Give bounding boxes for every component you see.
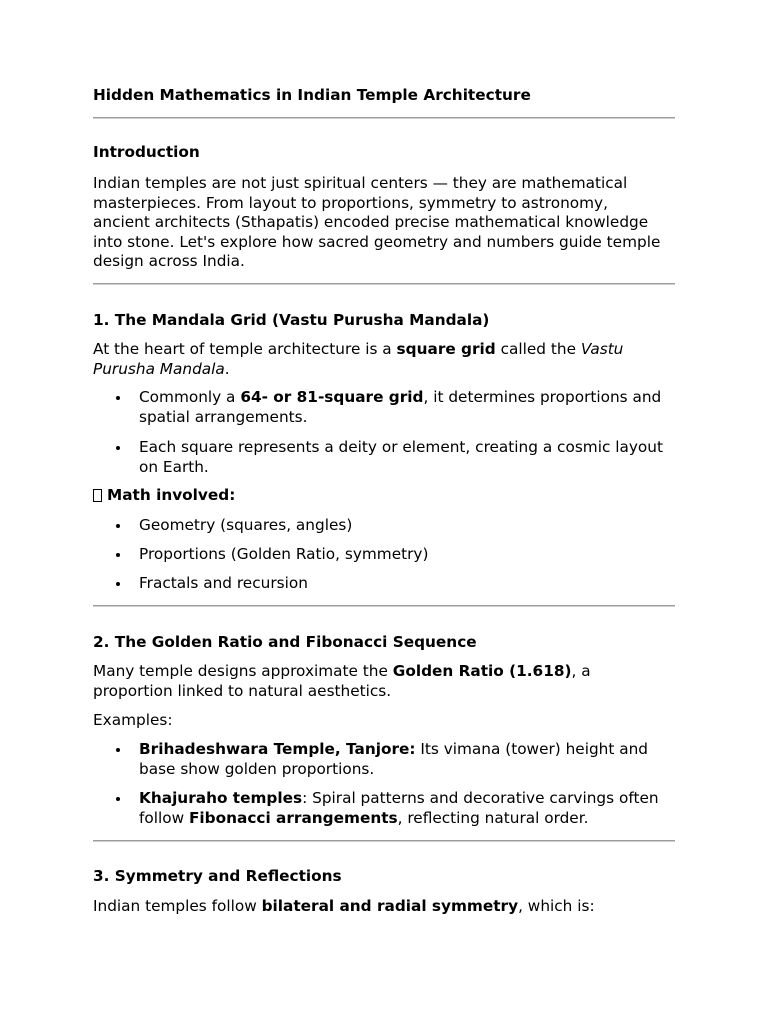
list-item-line (139, 740, 648, 760)
bold-text: Fibonacci arrangements (188, 808, 398, 827)
italic-text: Vastu (580, 340, 624, 358)
section-divider (93, 117, 675, 119)
text-run: Its vimana (tower) height and (415, 740, 648, 758)
list-item-line (139, 809, 659, 829)
section-2-paragraph (93, 662, 591, 701)
list-item-line: base show golden proportions. (139, 759, 375, 778)
section-divider (93, 283, 675, 285)
list-item (139, 740, 648, 779)
introduction-paragraph (93, 174, 660, 272)
section-1-paragraph (93, 340, 623, 379)
text-run: At the heart of temple architecture is a (93, 340, 397, 358)
text-run: Indian temples follow (93, 897, 262, 915)
section-2-heading: 2. The Golden Ratio and Fibonacci Sequence (93, 633, 477, 651)
text-run: Commonly a (139, 388, 241, 406)
text-run: , it determines proportions and (423, 388, 662, 406)
text-run: , a (571, 662, 591, 680)
list-item (139, 545, 428, 565)
paragraph-line (93, 360, 623, 380)
section-1-heading: 1. The Mandala Grid (Vastu Purusha Mandala) (93, 311, 490, 329)
introduction-heading: Introduction (93, 143, 200, 161)
paragraph-line (93, 340, 623, 360)
label-text: Math involved: (107, 486, 236, 504)
text-run: . (224, 359, 230, 378)
list-item (139, 789, 659, 828)
paragraph-line: masterpieces. From layout to proportions, symmetry to astronomy, (93, 193, 608, 212)
list-item-line: Each square represents a deity or element, creating a cosmic layout (139, 438, 663, 456)
paragraph-line: design across India. (93, 252, 245, 270)
bold-text: 64- or 81-square grid (240, 388, 424, 406)
paragraph-line: proportion linked to natural aesthetics. (93, 681, 392, 700)
list-item-line: Fractals and recursion (139, 574, 308, 592)
text-run: called the (495, 340, 581, 358)
bold-text: bilateral and radial symmetry (261, 897, 519, 915)
text-run: : Spiral patterns and decorative carvings often (302, 789, 659, 807)
section-3-heading: 3. Symmetry and Reflections (93, 867, 342, 885)
text-run: , reflecting natural order. (397, 808, 589, 827)
missing-glyph-icon (93, 489, 102, 502)
paragraph-line: into stone. Let's explore how sacred geometry and numbers guide temple (93, 232, 661, 251)
paragraph-line: ancient architects (Sthapatis) encoded precise mathematical knowledge (93, 213, 649, 231)
section-3-paragraph (93, 897, 595, 917)
math-involved-label (93, 486, 235, 506)
list-item (139, 388, 661, 427)
list-item-line (139, 789, 659, 809)
list-item (139, 574, 308, 594)
bold-text: Golden Ratio (1.618) (392, 662, 572, 680)
list-item-line: spatial arrangements. (139, 407, 308, 426)
document-title: Hidden Mathematics in Indian Temple Architecture (93, 86, 531, 104)
text-run: Many temple designs approximate the (93, 662, 393, 680)
text-run: follow (139, 808, 189, 827)
section-divider (93, 605, 675, 607)
bold-text: Brihadeshwara Temple, Tanjore: (139, 740, 416, 758)
examples-label: Examples: (93, 711, 173, 729)
bold-text: Khajuraho temples (139, 789, 303, 807)
section-divider (93, 840, 675, 842)
bold-text: square grid (396, 340, 496, 358)
paragraph-line (93, 662, 591, 682)
paragraph-line: Indian temples are not just spiritual centers — they are mathematical (93, 174, 628, 192)
list-item (139, 438, 663, 477)
italic-text: Purusha Mandala (93, 359, 225, 378)
list-item-line: on Earth. (139, 457, 209, 476)
text-run: , which is: (518, 897, 595, 915)
list-item-line (139, 388, 661, 408)
list-item-line: Proportions (Golden Ratio, symmetry) (139, 545, 429, 563)
list-item-line: Geometry (squares, angles) (139, 516, 353, 534)
list-item (139, 516, 352, 536)
